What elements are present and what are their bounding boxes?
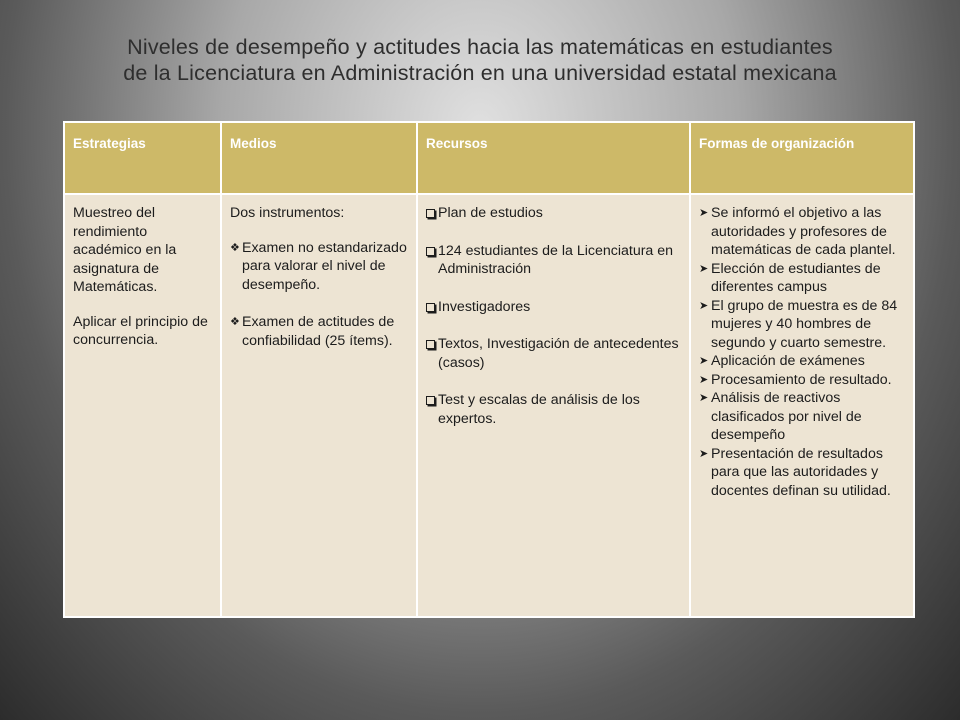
list-item: ➤ El grupo de muestra es de 84 mujeres y 40 hombres de segundo y cuarto semestre. (699, 297, 898, 351)
title-line-1: Niveles de desempeño y actitudes hacia las matemáticas en estudiantes (127, 35, 833, 59)
list-item: ❖ Examen no estandarizado para valorar el nivel de desempeño. (230, 239, 407, 293)
arrowhead-bullet-icon: ➤ (699, 447, 709, 460)
estrategia-text: Aplicar el principio de concurrencia. (73, 313, 208, 348)
header-medios: Medios (221, 122, 417, 194)
table-row (64, 194, 914, 617)
medios-intro: Dos instrumentos: (230, 205, 345, 221)
list-item: Textos, Investigación de antecedentes (casos) (426, 335, 681, 372)
list-item: ➤ Aplicación de exámenes (699, 353, 865, 369)
header-estrategias: Estrategias (64, 122, 221, 194)
list-item: ➤ Análisis de reactivos clasificados por nivel de desempeño (699, 390, 862, 443)
estrategia-text: Muestreo del rendimiento académico en la asignatura de Matemáticas. (73, 205, 177, 295)
diamond-bullet-icon: ❖ (230, 316, 240, 328)
list-item: Investigadores (426, 298, 681, 317)
arrowhead-bullet-icon: ➤ (699, 299, 709, 312)
formas-list (699, 204, 905, 500)
list-item: ➤ Elección de estudiantes de diferentes campus (699, 260, 881, 295)
arrowhead-bullet-icon: ➤ (699, 262, 709, 275)
slide-title (60, 34, 900, 86)
square-bullet-icon (426, 303, 435, 312)
cell-formas (690, 194, 914, 617)
title-line-2: de la Licenciatura en Administración en una universidad estatal mexicana (123, 61, 837, 85)
square-bullet-icon (426, 209, 435, 218)
header-recursos: Recursos (417, 122, 690, 194)
list-item: Plan de estudios (426, 204, 681, 223)
square-bullet-icon (426, 247, 435, 256)
list-item: ➤ Se informó el objetivo a las autoridades y profesores de matemáticas de cada plantel. (699, 205, 896, 258)
arrowhead-bullet-icon: ➤ (699, 392, 709, 404)
methodology-table (63, 121, 915, 618)
diamond-bullet-icon: ❖ (230, 241, 240, 254)
list-item: Test y escalas de análisis de los expertos. (426, 391, 681, 428)
square-bullet-icon (426, 396, 435, 405)
recursos-list (426, 204, 681, 428)
cell-estrategias (64, 194, 221, 617)
header-row (64, 122, 914, 194)
cell-recursos (417, 194, 690, 617)
square-bullet-icon (426, 340, 435, 349)
list-item: ❖ Examen de actitudes de confiabilidad (25 ítems). (230, 314, 395, 349)
list-item: ➤ Procesamiento de resultado. (699, 371, 892, 388)
arrowhead-bullet-icon: ➤ (699, 373, 709, 386)
list-item: ➤ Presentación de resultados para que las autoridades y docentes definan su utilidad. (699, 445, 891, 499)
list-item: 124 estudiantes de la Licenciatura en Administración (426, 242, 681, 279)
medios-list (230, 239, 408, 351)
cell-medios (221, 194, 417, 617)
arrowhead-bullet-icon: ➤ (699, 207, 709, 219)
header-formas: Formas de organización (690, 122, 914, 194)
arrowhead-bullet-icon: ➤ (699, 355, 709, 367)
